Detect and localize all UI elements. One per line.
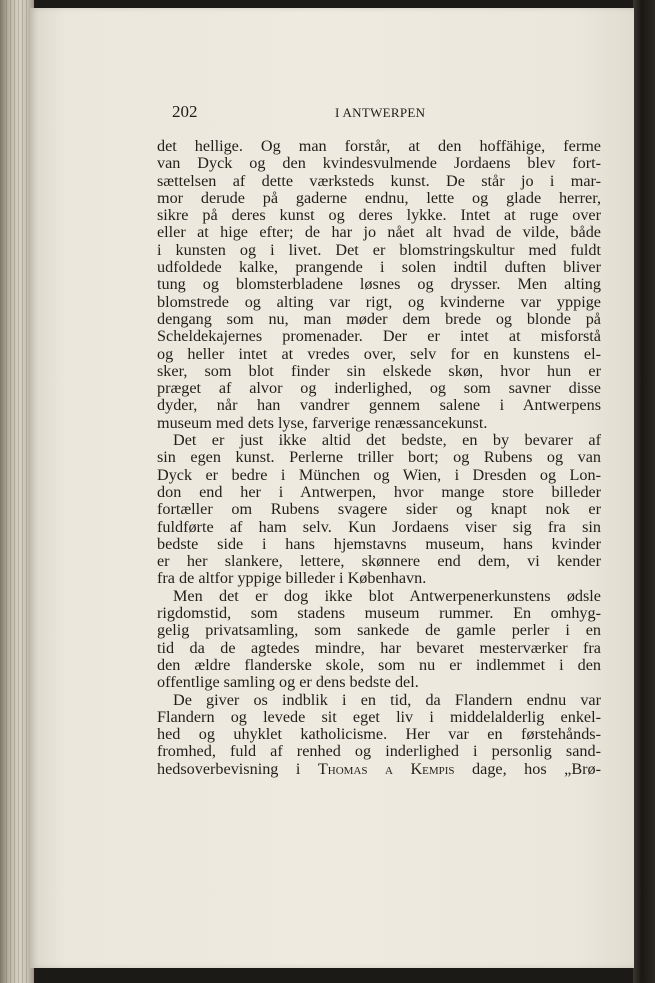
paragraph-4: [157, 692, 601, 778]
text-line: don end her i Antwerpen, hvor mange store billeder: [157, 483, 601, 501]
text-line: van Dyck og den kvindesvulmende Jordaens blev fort-: [157, 155, 601, 173]
text-line: præget af alvor og inderlighed, og som savner disse: [157, 380, 601, 398]
book-spine: [0, 0, 34, 983]
text-line: museum med dets lyse, farverige renæssancekunst.: [157, 414, 488, 432]
running-head: I ANTWERPEN: [335, 105, 426, 120]
text-line: Men det er dog ikke blot Antwerpenerkunstens ødsle: [173, 587, 601, 605]
author-name: Thomas a Kempis: [317, 760, 455, 778]
text-line: gelig privatsamling, som sankede de gamle perler i en: [157, 622, 601, 640]
text-line: det hellige. Og man forstår, at den hoffähige, ferme: [157, 138, 601, 155]
page-edges: [6, 0, 30, 983]
text-line: sikre på deres kunst og deres lykke. Intet at ruge over: [157, 207, 601, 225]
paragraph-2: [157, 432, 601, 588]
text-line: fortæller om Rubens svagere sider og knapt nok er: [157, 501, 601, 519]
scan-right-edge: [633, 0, 655, 983]
text-line: Scheldekajernes promenader. Der er intet at misforstå: [157, 328, 601, 346]
text-line: er her slankere, lettere, skønnere end dem, vi kender: [157, 553, 601, 571]
text-line: blomstrede og alting var rigt, og kvinderne var yppige: [157, 293, 601, 311]
text-line: udfoldede kalke, prangende i solen indtil duften bliver: [157, 259, 601, 277]
text-line: rigdomstid, som stadens museum rummer. En omhyg-: [157, 605, 601, 623]
text-line: og heller intet at vredes over, selv for en kunstens el-: [157, 345, 601, 363]
text-line: sker, som blot finder sin elskede skøn, hvor hun er: [157, 362, 601, 380]
final-line-start: hedsoverbevisning i: [157, 760, 318, 778]
text-line: Det er just ikke altid det bedste, en by bevarer af: [173, 432, 601, 450]
text-line: fromhed, fuld af renhed og inderlighed i personlig sand-: [157, 743, 601, 761]
text-line: den ældre flanderske skole, som nu er indlemmet i den: [157, 656, 601, 674]
text-line: sættelsen af dette værksteds kunst. De står jo i mar-: [157, 172, 601, 190]
page-header: [172, 102, 600, 124]
text-line: Dyck er bedre i München og Wien, i Dresden og Lon-: [157, 466, 601, 484]
text-line: dyder, når han vandrer gennem salene i Antwerpens: [157, 397, 601, 415]
text-line: sin egen kunst. Perlerne triller bort; og Rubens og van: [157, 449, 601, 467]
final-line-end: dage, hos „Brø-: [454, 760, 601, 778]
body-text: [157, 138, 601, 778]
paragraph-1: [157, 138, 601, 432]
text-line: tung og blomsterbladene løsnes og drysser. Men alting: [157, 276, 601, 294]
text-line: offentlige samling og er dens bedste del.: [157, 674, 419, 692]
text-line-final: [157, 761, 601, 778]
text-line: mor derude på gaderne endnu, lette og glade herrer,: [157, 189, 601, 207]
text-line: eller at hige efter; de har jo nået alt hvad de vilde, både: [157, 224, 601, 242]
paragraph-3: [157, 588, 601, 692]
text-line: Flandern og levede sit eget liv i middelalderlig enkel-: [157, 708, 601, 726]
text-line: i kunsten og i livet. Det er blomstringskultur med fuldt: [157, 241, 601, 259]
text-line: fra de altfor yppige billeder i København.: [157, 570, 427, 588]
text-line: hed og uhyklet katholicisme. Her var en førstehånds-: [157, 726, 601, 744]
text-line: dengang som nu, man møder dem brede og blonde på: [157, 310, 601, 328]
text-line: De giver os indblik i en tid, da Flandern endnu var: [173, 691, 601, 709]
text-line: fuldførte af ham selv. Kun Jordaens viser sig fra sin: [157, 518, 601, 536]
text-line: bedste side i hans hjemstavns museum, hans kvinder: [157, 535, 601, 553]
page-number: 202: [172, 102, 198, 121]
text-line: tid da de agtedes mindre, har bevaret mesterværker fra: [157, 639, 601, 657]
